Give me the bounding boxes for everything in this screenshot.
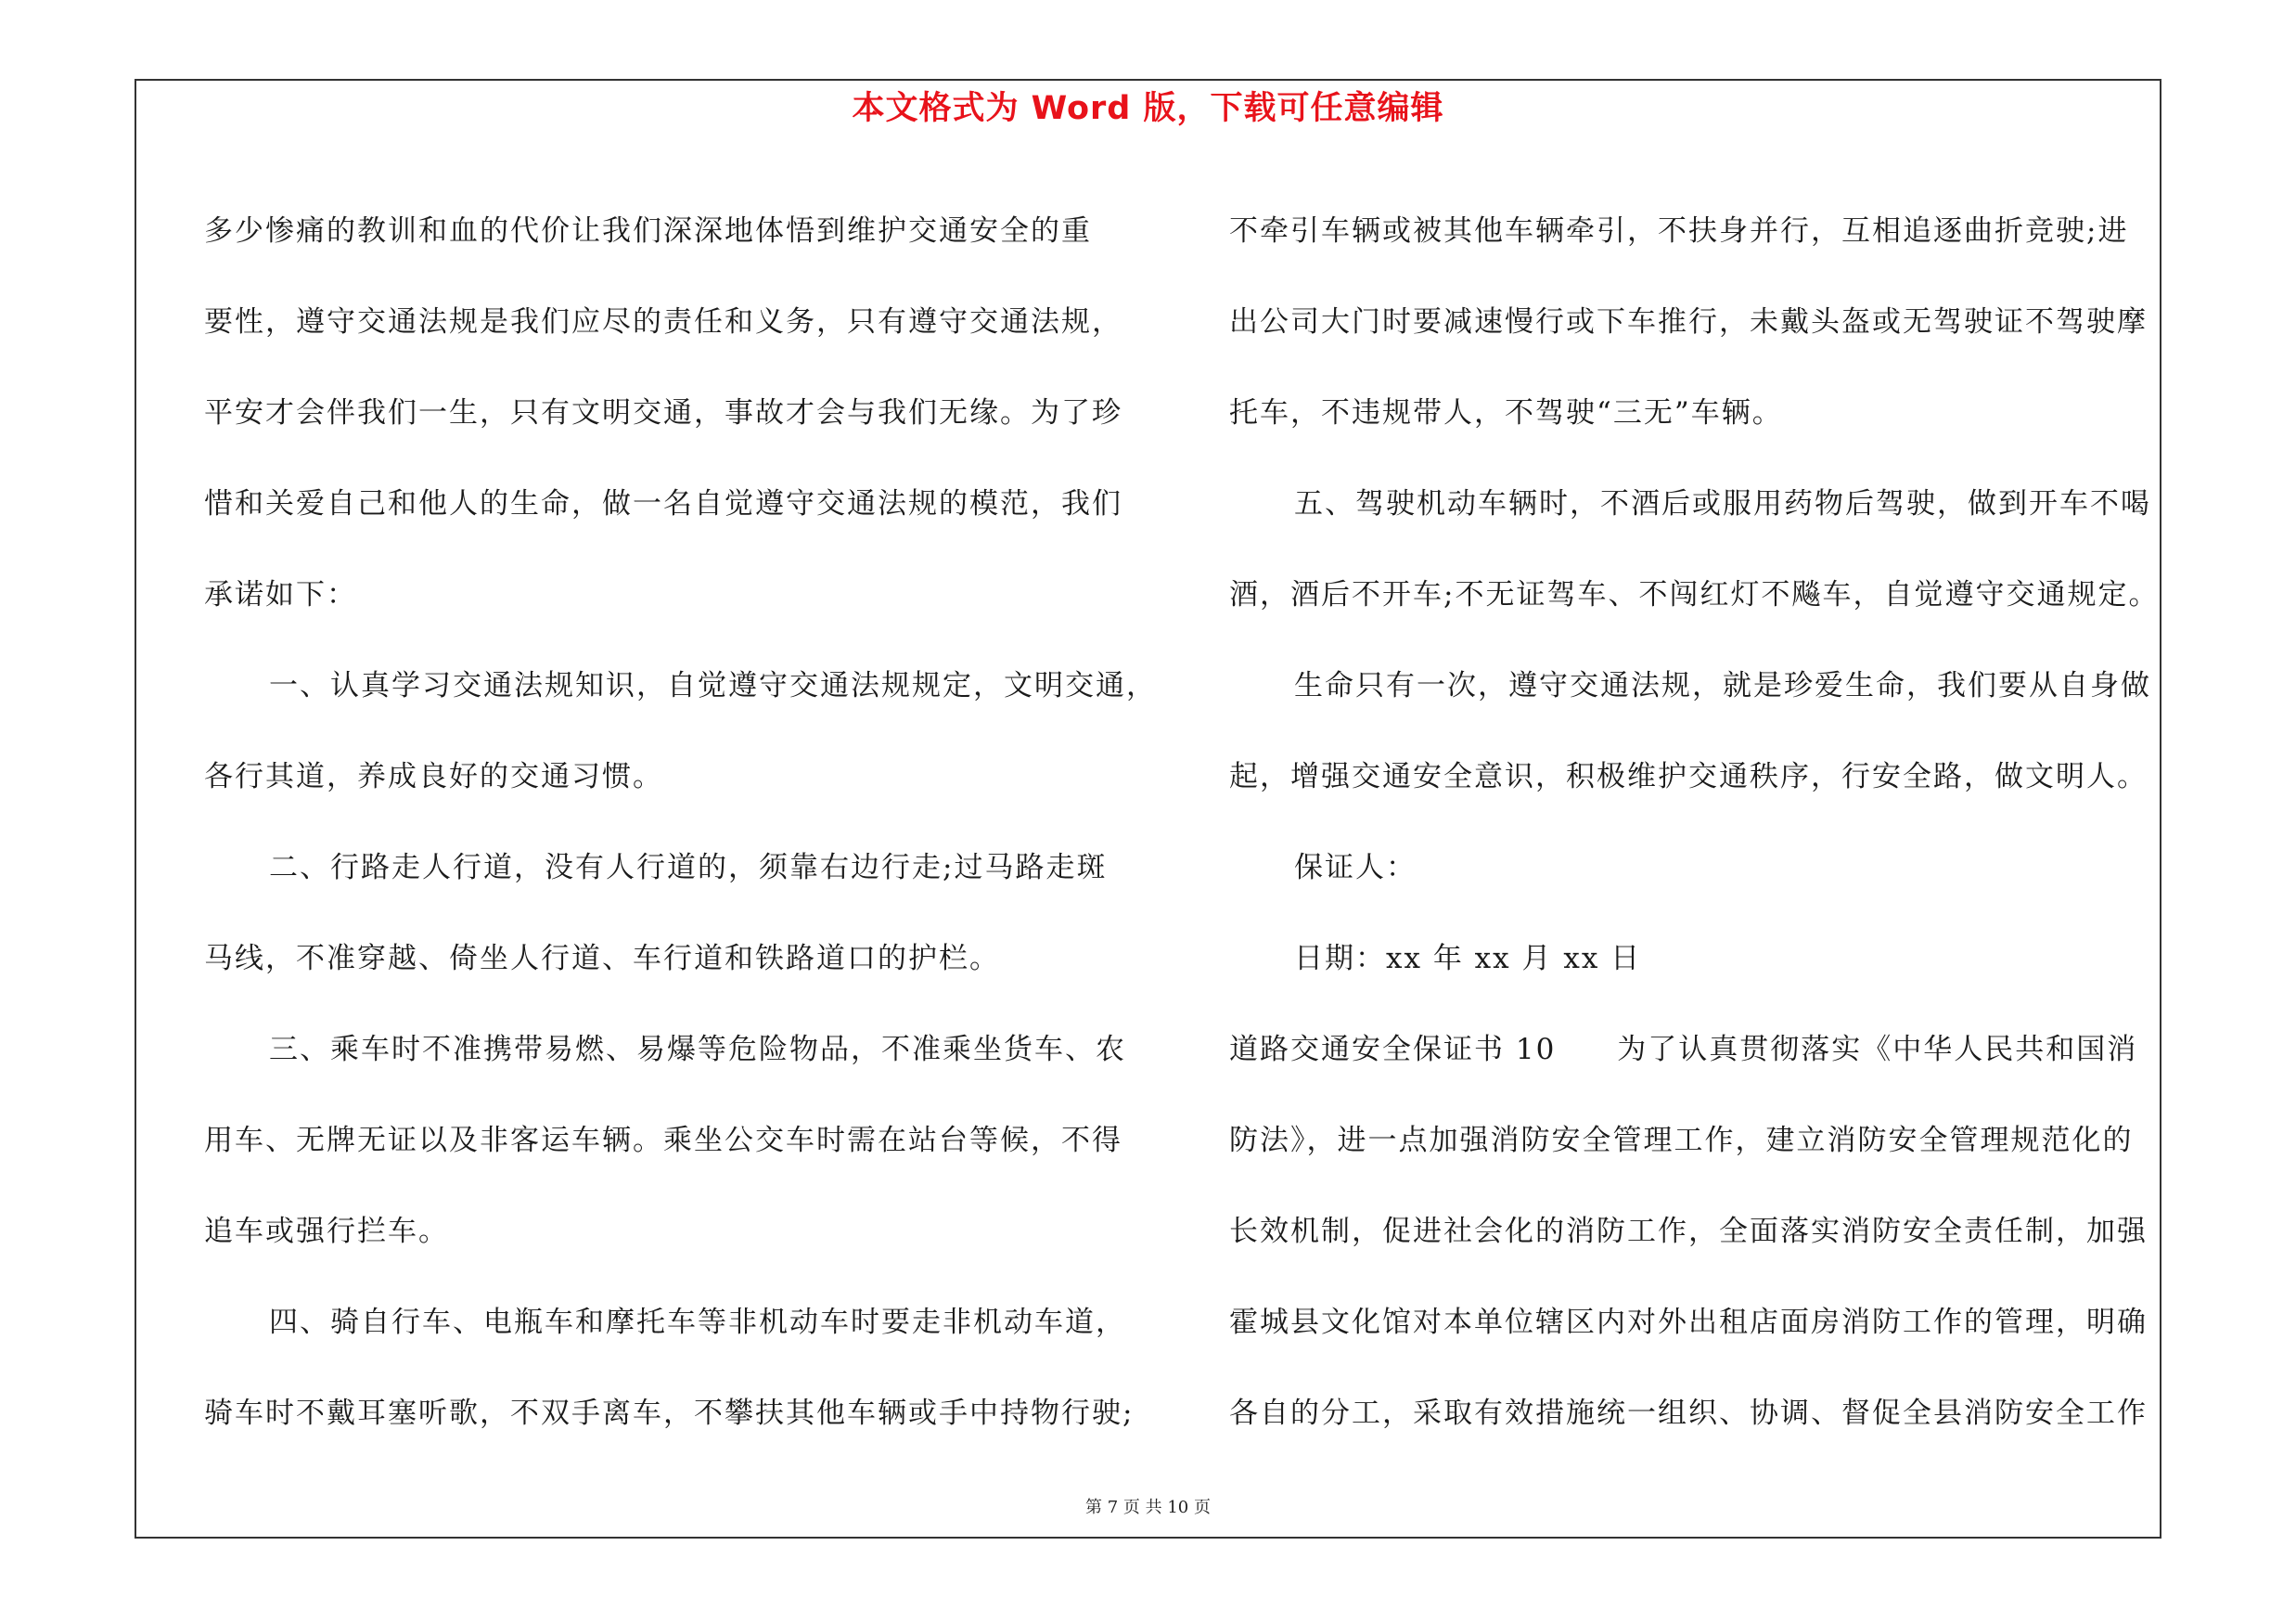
text-line: 多少惨痛的教训和血的代价让我们深深地体悟到维护交通安全的重 <box>204 214 1092 248</box>
text-line: 长效机制，促进社会化的消防工作，全面落实消防安全责任制，加强 <box>1229 1215 2148 1248</box>
text-line: 追车或强行拦车。 <box>204 1215 449 1248</box>
left-text-column <box>204 186 1157 1459</box>
text-line: 托车，不违规带人，不驾驶“三无”车辆。 <box>1229 396 1783 430</box>
text-line: 承诺如下： <box>204 578 357 612</box>
text-line: 用车、无牌无证以及非客运车辆。乘坐公交车时需在站台等候，不得 <box>204 1124 1122 1157</box>
text-line: 骑车时不戴耳塞听歌，不双手离车，不攀扶其他车辆或手中持物行驶; <box>204 1397 1135 1430</box>
text-line: 一、认真学习交通法规知识，自觉遵守交通法规规定，文明交通， <box>269 669 1157 702</box>
text-line: 五、驾驶机动车辆时，不酒后或服用药物后驾驶，做到开车不喝 <box>1294 487 2151 521</box>
text-line: 各自的分工，采取有效措施统一组织、协调、督促全县消防安全工作 <box>1229 1397 2148 1430</box>
text-line: 出公司大门时要减速慢行或下车推行，未戴头盔或无驾驶证不驾驶摩 <box>1229 305 2148 339</box>
text-line: 起，增强交通安全意识，积极维护交通秩序，行安全路，做文明人。 <box>1229 760 2148 793</box>
text-line: 要性，遵守交通法规是我们应尽的责任和义务，只有遵守交通法规， <box>204 305 1122 339</box>
text-line: 各行其道，养成良好的交通习惯。 <box>204 760 663 793</box>
text-line: 二、行路走人行道，没有人行道的，须靠右边行走;过马路走斑 <box>269 851 1108 884</box>
page-indicator: 第 7 页 共 10 页 <box>1085 1498 1211 1517</box>
right-text-column <box>1229 186 2160 1459</box>
text-line: 惜和关爱自己和他人的生命，做一名自觉遵守交通法规的模范，我们 <box>204 487 1122 521</box>
text-line: 三、乘车时不准携带易燃、易爆等危险物品，不准乘坐货车、农 <box>269 1033 1126 1066</box>
text-line: 道路交通安全保证书 10 为了认真贯彻落实《中华人民共和国消 <box>1229 1033 2138 1066</box>
text-line: 生命只有一次，遵守交通法规，就是珍爱生命，我们要从自身做 <box>1294 669 2151 702</box>
format-banner: 本文格式为 Word 版，下载可任意编辑 <box>852 90 1444 127</box>
text-line: 酒，酒后不开车;不无证驾车、不闯红灯不飚车，自觉遵守交通规定。 <box>1229 578 2160 612</box>
text-line: 防法》，进一点加强消防安全管理工作，建立消防安全管理规范化的 <box>1229 1124 2134 1157</box>
text-line: 马线，不准穿越、倚坐人行道、车行道和铁路道口的护栏。 <box>204 942 1000 975</box>
text-line: 四、骑自行车、电瓶车和摩托车等非机动车时要走非机动车道， <box>269 1306 1126 1339</box>
signature-line: 保证人： <box>1294 851 1417 884</box>
text-line: 不牵引车辆或被其他车辆牵引，不扶身并行，互相追逐曲折竞驶;进 <box>1229 214 2129 248</box>
text-line: 平安才会伴我们一生，只有文明交通，事故才会与我们无缘。为了珍 <box>204 396 1122 430</box>
date-line: 日期：xx 年 xx 月 xx 日 <box>1294 942 1642 975</box>
text-line: 霍城县文化馆对本单位辖区内对外出租店面房消防工作的管理，明确 <box>1229 1306 2148 1339</box>
